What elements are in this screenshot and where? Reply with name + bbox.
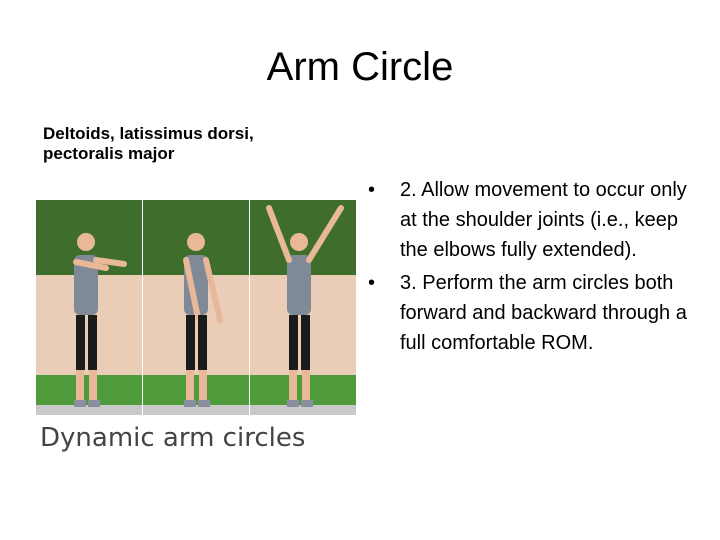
exercise-photo	[36, 200, 356, 460]
bullet-list	[368, 175, 698, 361]
bullet-icon: •	[368, 272, 376, 294]
bullet-text: 2. Allow movement to occur only at the shoulder joints (i.e., keep the elbows fully extended).	[400, 179, 687, 261]
image-caption: Dynamic arm circles	[40, 423, 306, 453]
muscles-label: Deltoids, latissimus dorsi, pectoralis major	[43, 124, 254, 163]
slide-title: Arm Circle	[266, 45, 454, 89]
bullet-text: 3. Perform the arm circles both forward and backward through a full comfortable ROM.	[400, 272, 687, 354]
bullet-item	[368, 175, 698, 265]
bullet-item	[368, 268, 698, 358]
bullet-icon: •	[368, 179, 376, 201]
